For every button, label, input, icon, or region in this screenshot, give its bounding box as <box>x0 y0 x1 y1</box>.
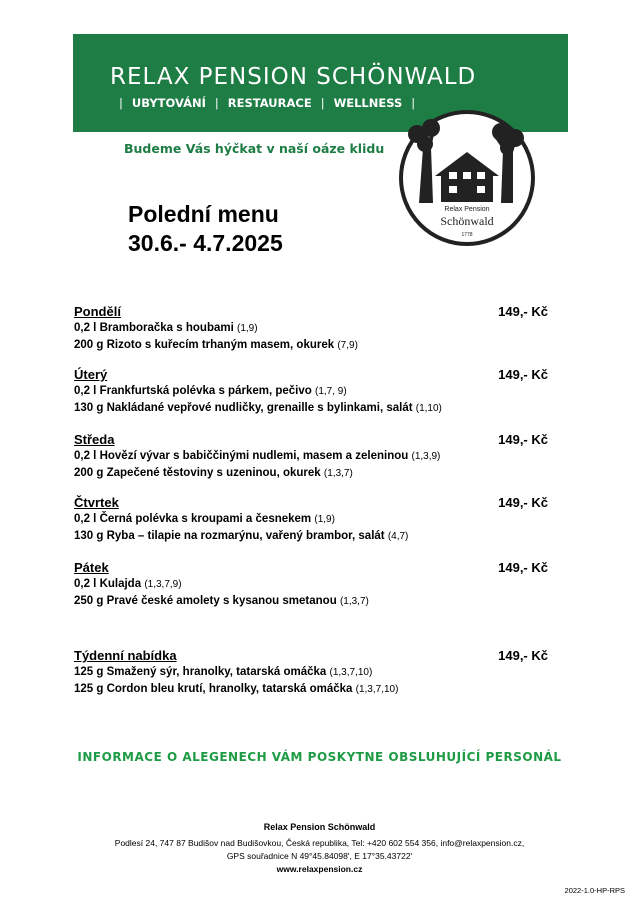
title-line1: Polední menu <box>128 201 279 227</box>
day-name: Čtvrtek <box>74 495 119 510</box>
menu-weekly-offer <box>74 647 554 698</box>
footer <box>0 821 639 876</box>
menu-item: 250 g Pravé české amolety s kysanou smetanou (1,3,7) <box>74 595 369 607</box>
allergens: (1,7, 9) <box>314 386 347 397</box>
day-name: Pondělí <box>74 304 121 319</box>
day-name: Úterý <box>74 367 108 382</box>
nav-separator: | <box>320 96 325 110</box>
nav-item-wellness[interactable]: WELLNESS <box>333 96 403 110</box>
allergens: (4,7) <box>387 531 409 542</box>
footer-gps: GPS souřadnice N 49°45.84098', E 17°35.43722' <box>226 851 413 861</box>
allergens: (1,3,7) <box>323 468 353 479</box>
allergens: (7,9) <box>337 340 358 351</box>
logo-year: 1778 <box>461 232 473 238</box>
day-price: 149,- Kč <box>498 432 548 447</box>
brand-name: RELAX PENSION SCHÖNWALD <box>110 64 477 90</box>
allergens: (1,10) <box>415 403 442 414</box>
nav-separator: | <box>119 96 123 110</box>
nav-bar <box>110 96 424 110</box>
nav-item-restaurace[interactable]: RESTAURACE <box>227 96 312 110</box>
slogan: Budeme Vás hýčkat v naší oáze klidu <box>124 141 385 156</box>
menu-item: 125 g Cordon bleu krutí, hranolky, tatarská omáčka (1,3,7,10) <box>74 683 399 695</box>
title-line2: 30.6.- 4.7.2025 <box>128 230 283 256</box>
day-price: 149,- Kč <box>498 304 548 319</box>
menu-day <box>74 494 554 545</box>
allergens: (1,3,7,10) <box>329 667 373 678</box>
allergens: (1,3,7) <box>339 596 369 607</box>
menu-item: 130 g Nakládané vepřové nudličky, grenaille s bylinkami, salát (1,10) <box>74 402 442 414</box>
menu-day <box>74 431 554 482</box>
nav-separator: | <box>214 96 219 110</box>
nav-item-ubytovani[interactable]: UBYTOVÁNÍ <box>131 96 206 110</box>
day-name: Týdenní nabídka <box>74 648 177 663</box>
logo-line2: Schönwald <box>440 214 494 228</box>
menu-item: 200 g Rizoto s kuřecím trhaným masem, okurek (7,9) <box>74 339 358 351</box>
day-price: 149,- Kč <box>498 648 548 663</box>
menu-item: 0,2 l Bramboračka s houbami (1,9) <box>74 322 258 334</box>
footer-address: Podlesí 24, 747 87 Budišov nad Budišovkou, Česká republika, Tel: +420 602 554 356, info@relaxpension.cz, <box>114 838 525 848</box>
menu-item: 200 g Zapečené těstoviny s uzeninou, okurek (1,3,7) <box>74 467 353 479</box>
menu-item: 0,2 l Hovězí vývar s babiččinými nudlemi, masem a zeleninou (1,3,9) <box>74 450 441 462</box>
menu-item: 0,2 l Kulajda (1,3,7,9) <box>74 578 182 590</box>
day-name: Středa <box>74 432 115 447</box>
logo-line1: Relax Pension <box>444 206 490 213</box>
day-price: 149,- Kč <box>498 560 548 575</box>
allergens: (1,9) <box>237 323 258 334</box>
menu-day <box>74 559 554 610</box>
menu-day <box>74 366 554 417</box>
menu-item: 0,2 l Frankfurtská polévka s párkem, pečivo (1,7, 9) <box>74 385 347 397</box>
day-price: 149,- Kč <box>498 367 548 382</box>
menu-item: 125 g Smažený sýr, hranolky, tatarská omáčka (1,3,7,10) <box>74 666 373 678</box>
allergens: (1,3,9) <box>411 451 441 462</box>
nav-separator: | <box>411 96 416 110</box>
footer-web-link[interactable]: www.relaxpension.cz <box>276 864 363 874</box>
document-id: 2022-1.0-HP-RPS <box>564 886 625 895</box>
menu-item: 130 g Ryba – tilapie na rozmarýnu, vařený brambor, salát (4,7) <box>74 530 409 542</box>
footer-name: Relax Pension Schönwald <box>263 822 376 832</box>
allergens: (1,3,7,10) <box>355 684 399 695</box>
day-name: Pátek <box>74 560 109 575</box>
allergen-info: INFORMACE O ALEGENECH VÁM POSKYTNE OBSLUHUJÍCÍ PERSONÁL <box>77 750 562 764</box>
page-title <box>128 200 283 258</box>
allergens: (1,3,7,9) <box>144 579 182 590</box>
menu-item: 0,2 l Černá polévka s kroupami a česnekem (1,9) <box>74 513 335 525</box>
day-price: 149,- Kč <box>498 495 548 510</box>
menu-day <box>74 303 554 354</box>
pension-logo <box>397 108 537 248</box>
allergens: (1,9) <box>314 514 335 525</box>
